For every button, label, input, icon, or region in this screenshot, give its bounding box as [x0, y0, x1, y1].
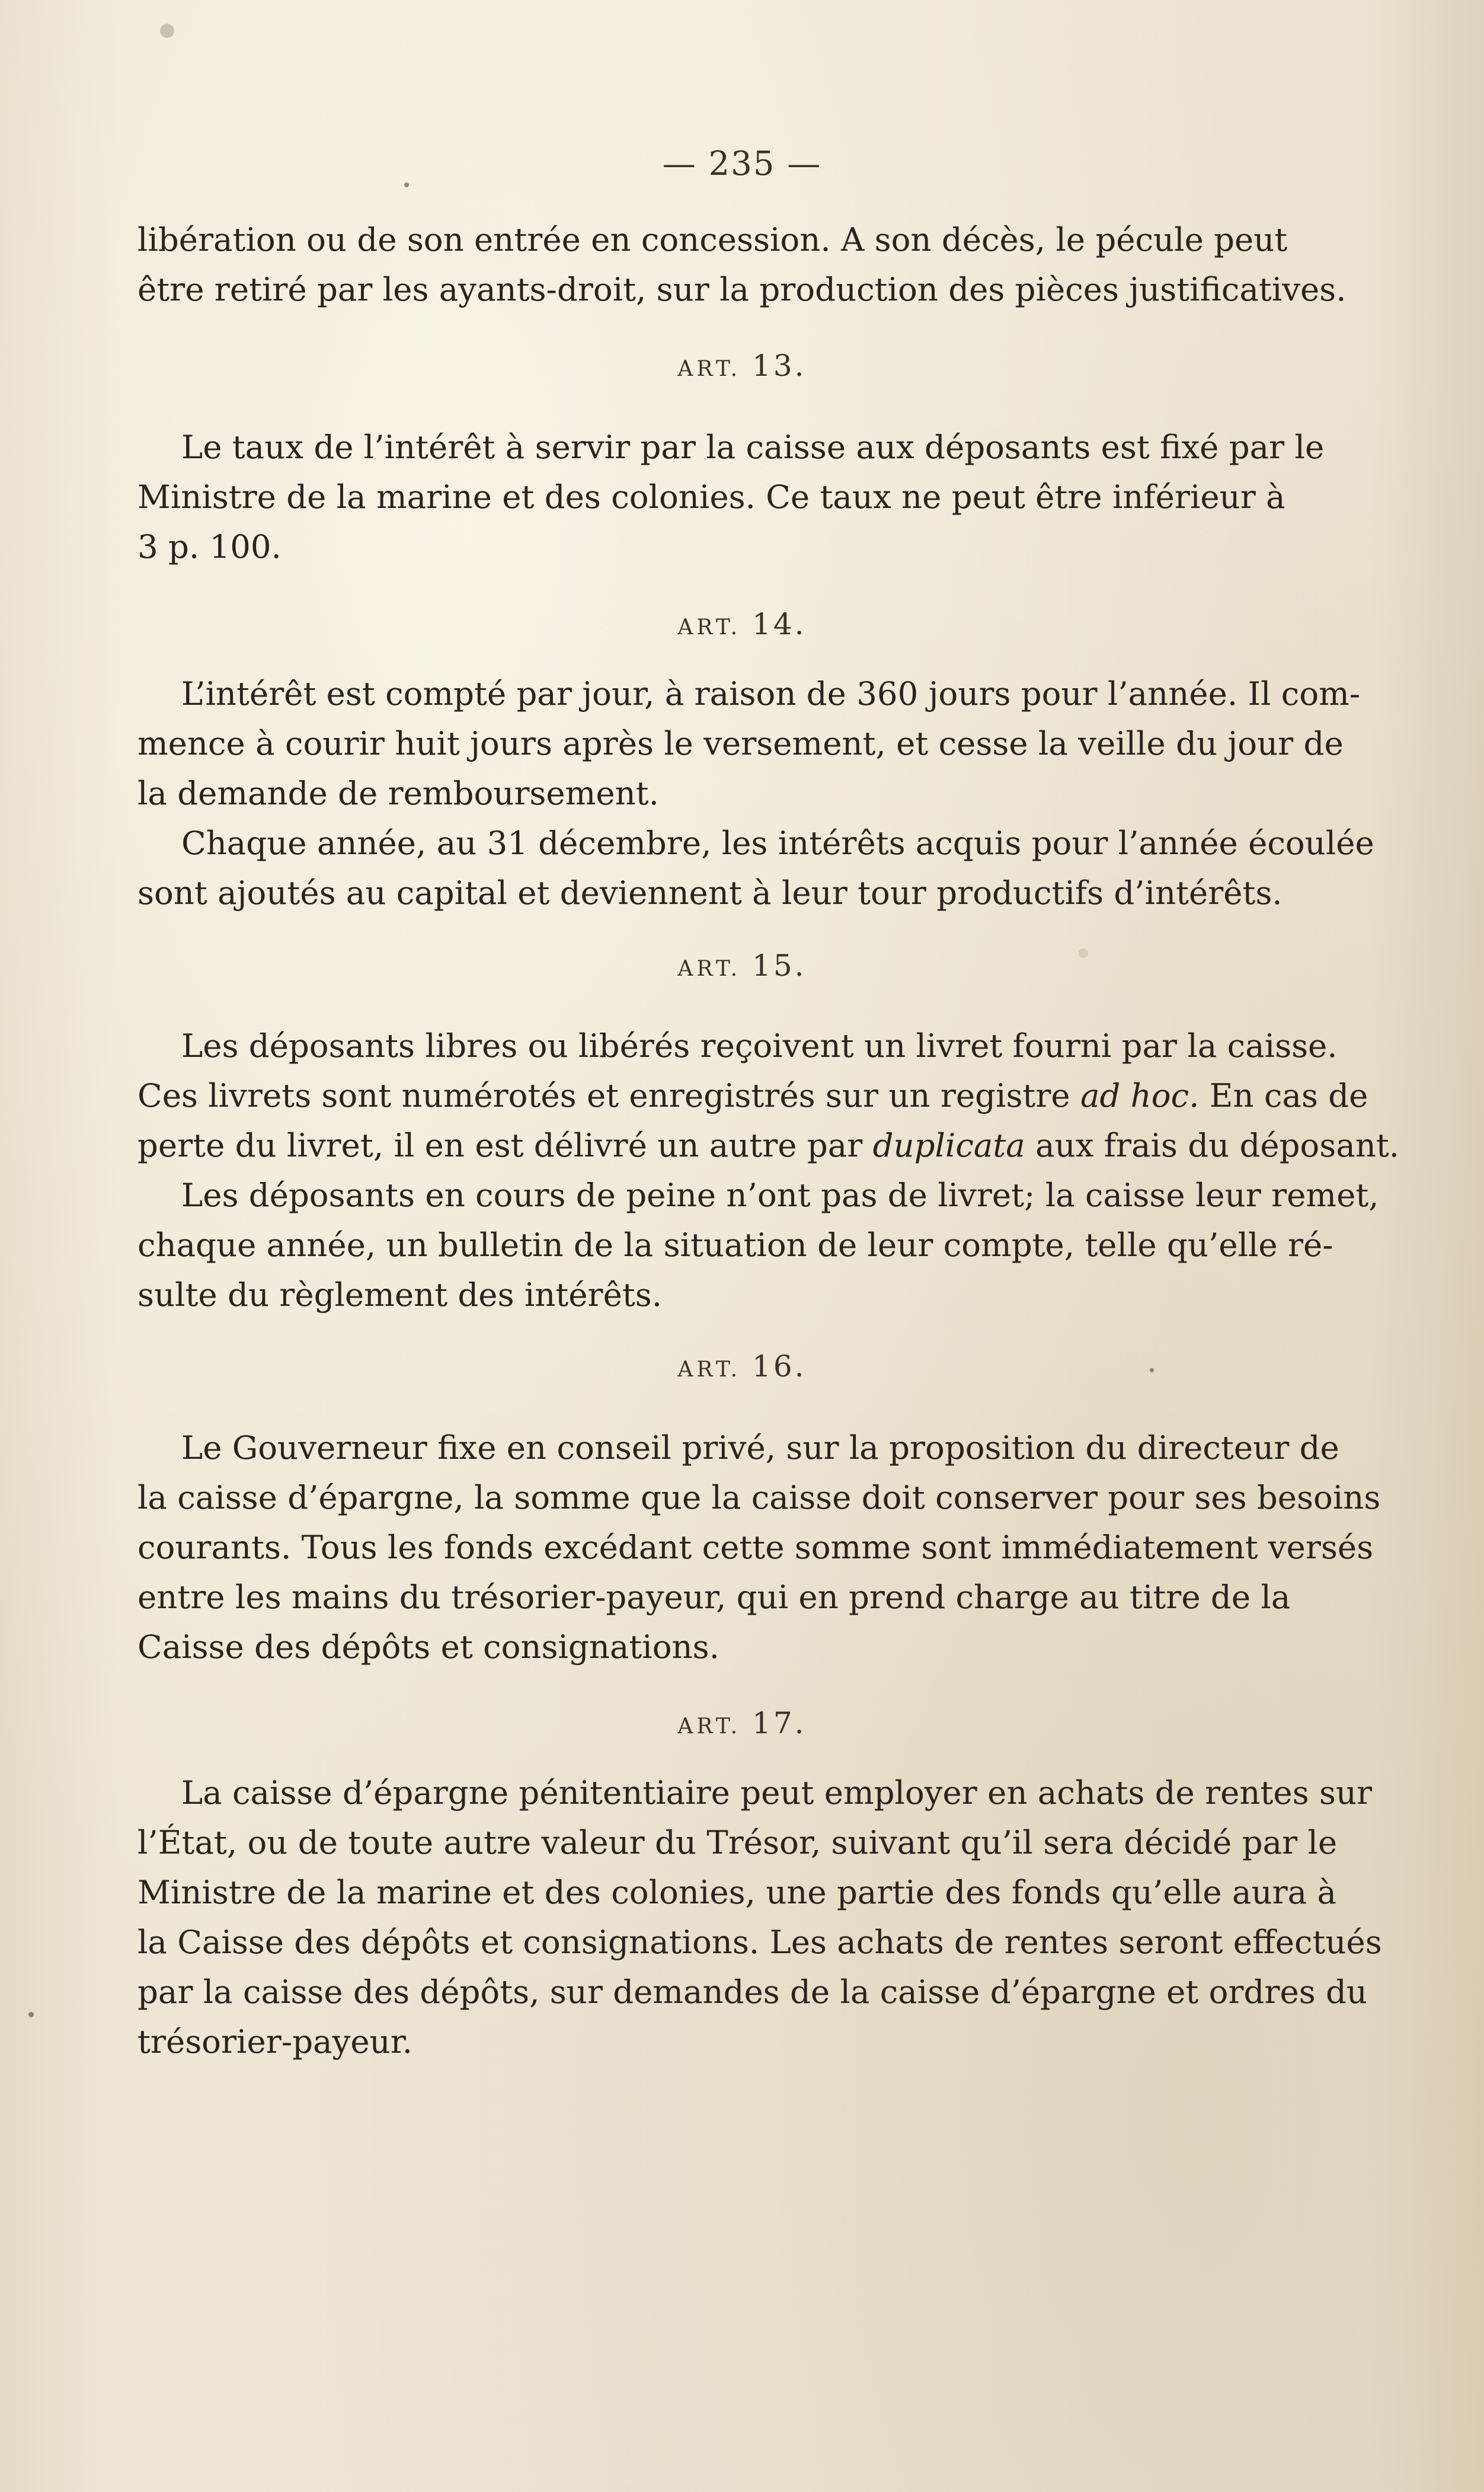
italic-term: duplicata: [872, 1126, 1025, 1164]
article-heading-15: [0, 948, 1484, 983]
text-segment: En cas de: [1199, 1076, 1368, 1114]
text-line: Le Gouverneur fixe en conseil privé, sur la proposition du directeur de: [181, 1429, 1339, 1467]
text-line: [137, 1120, 1400, 1170]
article-heading-14: [0, 607, 1484, 641]
text-line: chaque année, un bulletin de la situation de leur compte, telle qu’elle ré-: [137, 1226, 1333, 1264]
article-label: ART.: [677, 357, 741, 381]
text-line: sont ajoutés au capital et deviennent à leur tour productifs d’intérêts.: [137, 874, 1282, 912]
paragraph-continuation: [137, 215, 1347, 314]
italic-term: ad hoc.: [1080, 1076, 1200, 1114]
text-line: Les déposants libres ou libérés reçoivent un livret fourni par la caisse.: [181, 1027, 1338, 1065]
text-line: Caisse des dépôts et consignations.: [137, 1628, 719, 1666]
page-number: — 235 —: [662, 145, 822, 183]
text-segment: aux frais du déposant.: [1025, 1126, 1400, 1164]
text-line: entre les mains du trésorier-payeur, qui en prend charge au titre de la: [137, 1578, 1291, 1616]
text-line: trésorier-payeur.: [137, 2023, 413, 2060]
article-label: ART.: [677, 1357, 741, 1382]
article-heading-17: [0, 1706, 1484, 1740]
text-line: 3 p. 100.: [137, 528, 282, 566]
text-line: la Caisse des dépôts et consignations. Les achats de rentes seront effectués: [137, 1923, 1382, 1961]
text-line: la caisse d’épargne, la somme que la caisse doit conserver pour ses besoins: [137, 1478, 1381, 1516]
article-number: 17.: [752, 1706, 807, 1740]
text-line: être retiré par les ayants-droit, sur la production des pièces justificatives.: [137, 270, 1347, 308]
article-number: 13.: [752, 349, 807, 383]
text-line: [137, 1071, 1368, 1120]
text-line: mence à courir huit jours après le versement, et cesse la veille du jour de: [137, 724, 1344, 762]
text-line: Le taux de l’intérêt à servir par la caisse aux déposants est fixé par le: [181, 428, 1325, 466]
text-segment: Ces livrets sont numérotés et enregistrés sur un registre: [137, 1076, 1080, 1114]
text-line: par la caisse des dépôts, sur demandes de la caisse d’épargne et ordres du: [137, 1973, 1367, 2011]
article-number: 16.: [752, 1349, 807, 1384]
article-17-text: [137, 1768, 1382, 2066]
text-line: Chaque année, au 31 décembre, les intérêts acquis pour l’année écoulée: [181, 824, 1374, 862]
text-line: L’intérêt est compté par jour, à raison de 360 jours pour l’année. Il com-: [181, 675, 1361, 713]
paper-speck: [28, 2012, 34, 2017]
text-line: la demande de remboursement.: [137, 774, 659, 812]
text-line: sulte du règlement des intérêts.: [137, 1276, 663, 1314]
article-14-text: [137, 669, 1374, 918]
text-line: libération ou de son entrée en concession. A son décès, le pécule peut: [137, 221, 1288, 258]
text-line: courants. Tous les fonds excédant cette somme sont immédiatement versés: [137, 1528, 1374, 1566]
article-16-text: [137, 1423, 1381, 1672]
paper-speck: [404, 183, 409, 187]
text-line: Ministre de la marine et des colonies, une partie des fonds qu’elle aura à: [137, 1873, 1336, 1911]
text-line: l’État, ou de toute autre valeur du Trésor, suivant qu’il sera décidé par le: [137, 1823, 1338, 1861]
article-label: ART.: [677, 957, 741, 981]
article-number: 14.: [752, 607, 807, 641]
article-13-text: [137, 422, 1325, 571]
text-line: La caisse d’épargne pénitentiaire peut employer en achats de rentes sur: [181, 1774, 1373, 1812]
text-segment: perte du livret, il en est délivré un autre par: [137, 1126, 873, 1164]
article-heading-16: [0, 1349, 1484, 1384]
article-label: ART.: [677, 615, 741, 640]
text-line: Ministre de la marine et des colonies. Ce taux ne peut être inférieur à: [137, 478, 1285, 516]
article-label: ART.: [677, 1714, 741, 1739]
article-number: 15.: [752, 948, 807, 983]
article-15-text: [137, 1021, 1400, 1320]
article-heading-13: [0, 349, 1484, 383]
paper-stain: [160, 24, 174, 38]
text-line: Les déposants en cours de peine n’ont pas de livret; la caisse leur remet,: [181, 1176, 1379, 1214]
